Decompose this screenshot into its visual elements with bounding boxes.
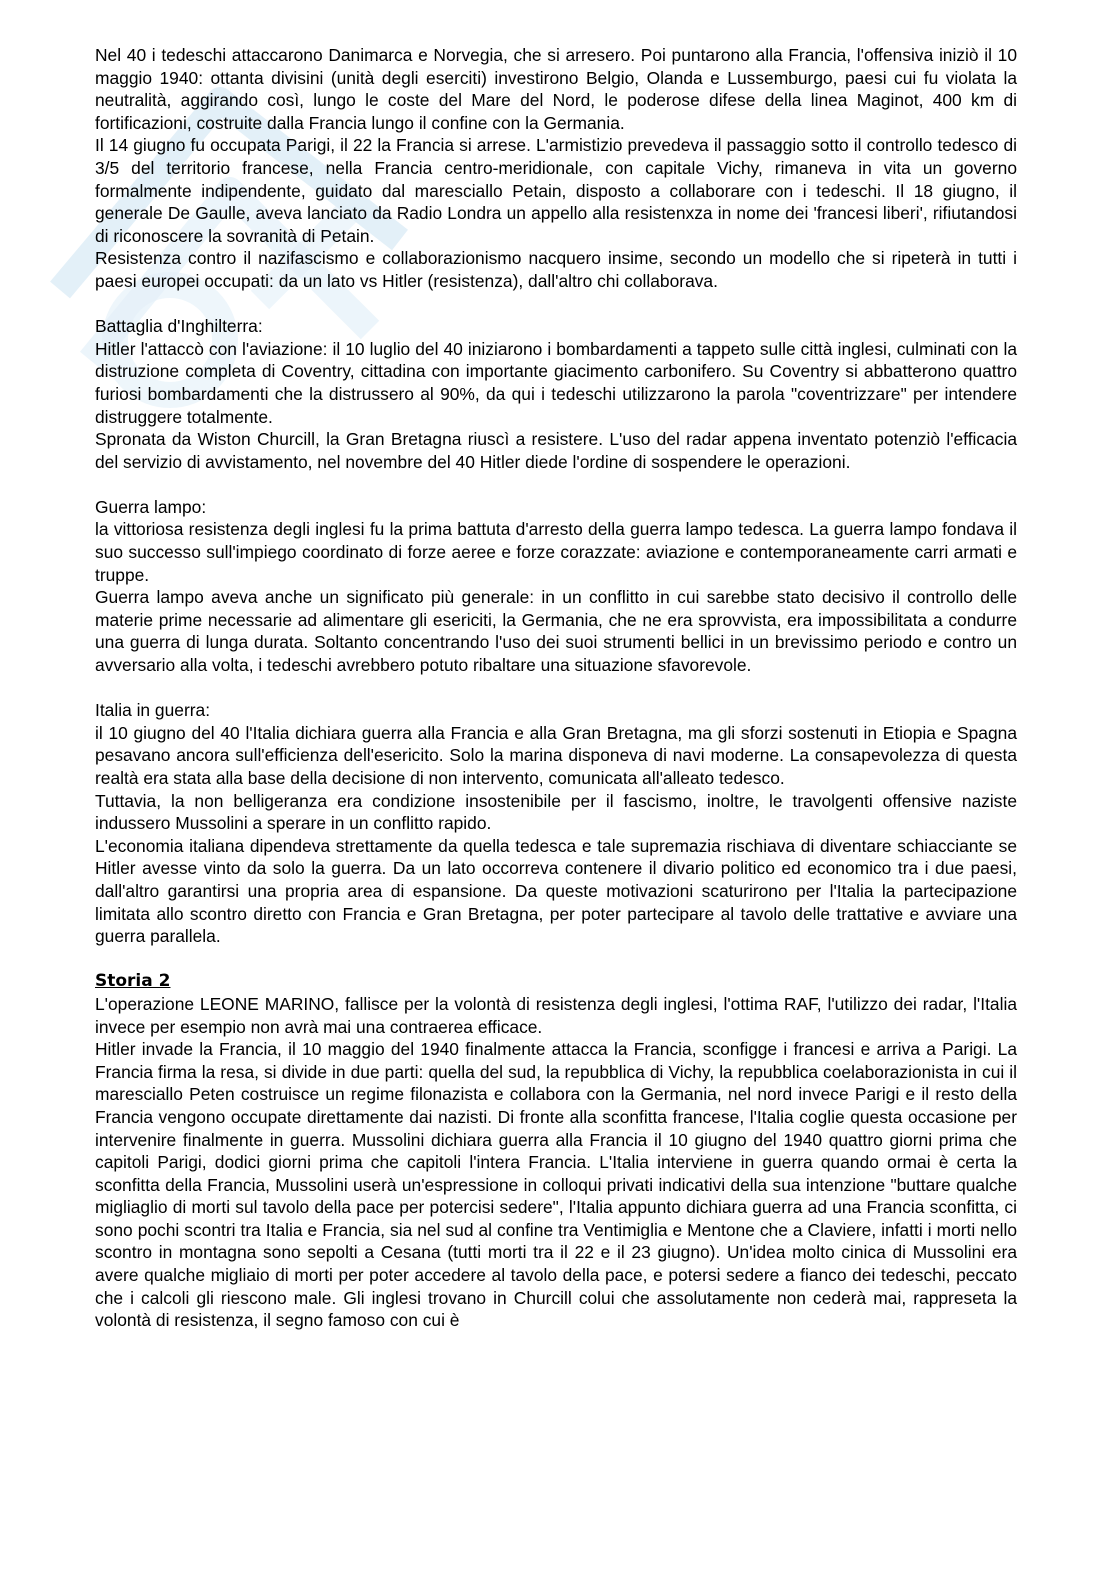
document-body [95,44,1017,1332]
paragraph: Hitler invade la Francia, il 10 maggio del 1940 finalmente attacca la Francia, sconfigge i francesi e arriva a Parigi. La Francia firma la resa, si divide in due parti: quella del sud, la repubblica di Vichy, la repubblica coelaborazionista in cui il maresciallo Peten costruisce un regime filonazista e collabora con la Germania, nel nord invece Parigi e il resto della Francia vengono occupate direttamente dai nazisti. Di fronte alla sconfitta francese, l'Italia coglie questa occasione per intervenire finalmente in guerra. Mussolini dichiara guerra alla Francia il 10 giugno del 1940 quattro giorni prima che capitoli Parigi, dodici giorni prima che capitoli l'intera Francia. L'Italia interviene in guerra quando ormai è certa la sconfitta della Francia, Mussolini userà un'espressione in colloqui privati indicativi della sua intenzione "buttare qualche migliaglio di morti sul tavolo della pace per potercisi sedere", l'Italia appunto dichiara guerra ad una Francia sconfitta, ci sono pochi scontri tra Italia e Francia, sia nel sud al confine tra Ventimiglia e Mentone che a Claviere, infatti i morti nello scontro in montagna sono sepolti a Cesana (tutti morti tra il 22 e il 23 giugno). Un'idea molto cinica di Mussolini era avere qualche migliaio di morti per poter accedere al tavolo della pace, e potersi sedere a fianco dei tedeschi, peccato che i calcoli gli riescono male. Gli inglesi trovano in Churcill colui che assolutamente non cederà mai, rappreseta la volontà di resistenza, il segno famoso con cui è [95,1039,1017,1331]
paragraph: Hitler l'attaccò con l'aviazione: il 10 luglio del 40 iniziarono i bombardamenti a tappeto sulle città inglesi, culminati con la distruzione completa di Coventry, cittadina con importante giacimento carbonifero. Su Coventry si abbatterono quattro furiosi bombardamenti che la distrussero al 90%, da qui i tedeschi utilizzarono la parola "coventrizzare" per intendere distruggere totalmente. [95,338,1017,427]
paragraph: la vittoriosa resistenza degli inglesi fu la prima battuta d'arresto della guerra lampo tedesca. La guerra lampo fondava il suo successo sull'impiego coordinato di forze aeree e forze corazzate: aviazione e contemporaneamente carri armati e truppe. [95,519,1017,585]
paragraph: il 10 giugno del 40 l'Italia dichiara guerra alla Francia e alla Gran Bretagna, ma gli sforzi sostenuti in Etiopia e Spagna pesavano ancora sull'efficienza dell'esericito. Solo la marina disponeva di navi moderne. La consapevolezza di questa realtà era stata alla base della decisione di non intervento, comunicata all'alleato tedesco. [95,722,1017,788]
paragraph: Nel 40 i tedeschi attaccarono Danimarca e Norvegia, che si arresero. Poi puntarono alla Francia, l'offensiva iniziò il 10 maggio 1940: ottanta divisini (unità degli eserciti) investirono Belgio, Olanda e Lussemburgo, paesi cui fu violata la neutralità, aggirando così, lungo le coste del Mare del Nord, le poderose difese della linea Maginot, 400 km di fortificazioni, costruite dalla Francia lungo il confine con la Germania. [95,45,1017,133]
spacer [95,293,1017,316]
paragraph: L'operazione LEONE MARINO, fallisce per la volontà di resistenza degli inglesi, l'ottima RAF, l'utilizzo dei radar, l'Italia invece per esempio non avrà mai una contraerea efficace. [95,993,1017,1037]
spacer [95,473,1017,496]
spacer [95,677,1017,700]
section-heading: Guerra lampo: [95,496,207,517]
section-heading: Italia in guerra: [95,700,211,721]
paragraph: Il 14 giugno fu occupata Parigi, il 22 la Francia si arrese. L'armistizio prevedeva il passaggio sotto il controllo tedesco di 3/5 del territorio francese, nella Francia centro-meridionale, con capitale Vichy, rimaneva in vita un governo formalmente indipendente, guidato dal maresciallo Petain, disposto a collaborare con i tedeschi. Il 18 giugno, il generale De Gaulle, aveva lanciato da Radio Londra un appello alla resistenxza in nome dei 'francesi liberi', rifiutandosi di riconoscere la sovranità di Petain. [95,135,1017,246]
paragraph: L'economia italiana dipendeva strettamente da quella tedesca e tale supremazia rischiava di diventare schiacciante se Hitler avesse vinto da solo la guerra. Da un lato occorreva contenere il divario politico ed economico tra i due paesi, dall'altro garantirsi una propria area di espansione. Da queste motivazioni scaturirono per l'Italia la partecipazione limitata allo scontro diretto con Francia e Gran Bretagna, per poter partecipare al tavolo delle trattative e avviare una guerra parallela. [95,835,1017,947]
spacer [95,948,1017,971]
section-heading: Battaglia d'Inghilterra: [95,316,263,337]
paragraph: Spronata da Wiston Churcill, la Gran Bretagna riuscì a resistere. L'uso del radar appena inventato potenziò l'efficacia del servizio di avvistamento, nel novembre del 40 Hitler diede l'ordine di sospendere le operazioni. [95,429,1017,472]
section-title: Storia 2 [95,971,171,992]
paragraph: Tuttavia, la non belligeranza era condizione insostenibile per il fascismo, inoltre, le travolgenti offensive naziste indussero Mussolini a sperare in un conflitto rapido. [95,790,1017,834]
paragraph: Guerra lampo aveva anche un significato più generale: in un conflitto in cui sarebbe stato decisivo il controllo delle materie prime necessarie ad alimentare gli esericiti, la Germania, che ne era sprovvista, era impossibilitata a condurre una guerra di lunga durata. Soltanto concentrando l'uso dei suoi strumenti bellici in un brevissimo periodo e contro un avversario alla volta, i tedeschi avrebbero potuto ribaltare una situazione sfavorevole. [95,587,1017,676]
paragraph: Resistenza contro il nazifascismo e collaborazionismo nacquero insime, secondo un modello che si ripeterà in tutti i paesi europei occupati: da un lato vs Hitler (resistenza), dall'altro chi collaborava. [95,248,1017,291]
